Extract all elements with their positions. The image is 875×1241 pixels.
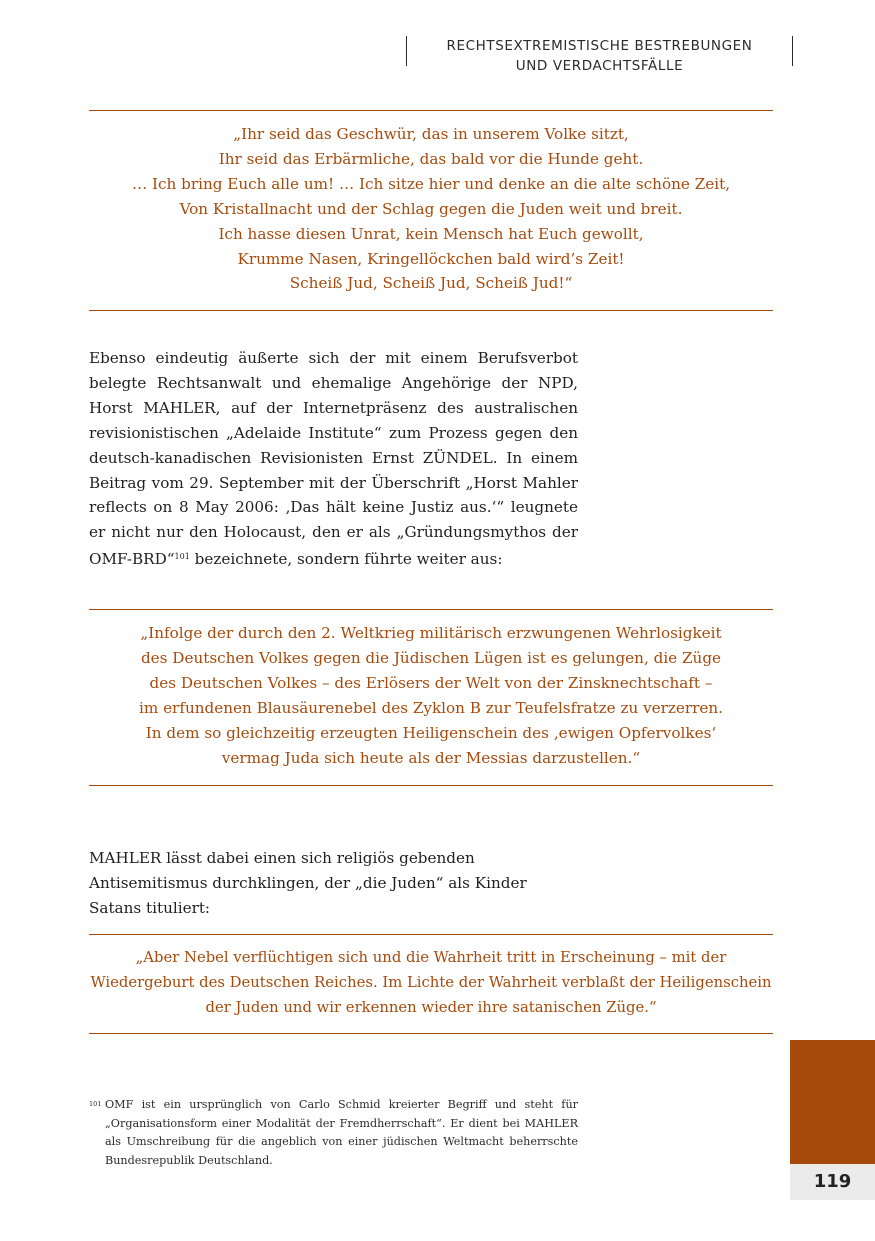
quote-line: Wiedergeburt des Deutschen Reiches. Im Lichte der Wahrheit verblaßt der Heiligenschein xyxy=(90,973,772,991)
quote-line: „Ihr seid das Geschwür, das in unserem Volke sitzt, xyxy=(233,125,629,143)
quote-line: Von Kristallnacht und der Schlag gegen die Juden weit und breit. xyxy=(179,199,683,218)
running-header xyxy=(406,36,793,74)
quote-line: im erfundenen Blausäurenebel des Zyklon B zur Teufelsfratze zu verzerren. xyxy=(138,698,724,717)
quote-line: vermag Juda sich heute als der Messias darzustellen.“ xyxy=(221,748,641,767)
paragraph-text-continued: bezeichnete, sondern führte weiter aus: xyxy=(189,550,503,569)
quote-line: der Juden und wir erkennen wieder ihre satanischen Züge.“ xyxy=(205,998,657,1016)
footnote xyxy=(89,1096,578,1170)
quote-line: Scheiß Jud, Scheiß Jud, Scheiß Jud!“ xyxy=(289,274,573,293)
quote-line: Krumme Nasen, Kringellöckchen bald wird’s Zeit! xyxy=(237,249,625,268)
quote-line: des Deutschen Volkes gegen die Jüdischen Lügen ist es gelungen, die Züge xyxy=(140,648,722,667)
paragraph-text: Ebenso eindeutig äußerte sich der mit einem Berufsverbot belegte Rechtsanwalt und ehemalige Angehörige der NPD, Horst MAHLER, auf der Internetpräsenz des australischen revisionistischen „Adelaide Institute“ zum Prozess gegen den deutsch-kanadischen Revisionisten Ernst ZÜNDEL. In einem Beitrag vom 29. September mit der Überschrift „Horst Mahler reflects on 8 May 2006: ‚Das hält keine Justiz aus.‘“ leugnete er nicht nur den Holocaust, den er als „Gründungsmythos der OMF-BRD“ xyxy=(89,349,578,569)
footnote-reference[interactable]: 101 xyxy=(174,552,190,562)
quote-line: „Infolge der durch den 2. Weltkrieg militärisch erzwungenen Wehrlosigkeit xyxy=(140,624,722,642)
body-paragraph-2 xyxy=(89,846,578,921)
paragraph-text: MAHLER lässt dabei einen sich religiös gebenden Antisemitismus durchklingen, der „die Juden“ als Kinder Satans tituliert: xyxy=(89,849,527,917)
chapter-tab xyxy=(790,1040,875,1164)
quote-line: … Ich bring Euch alle um! … Ich sitze hier und denke an die alte schöne Zeit, xyxy=(131,174,731,193)
quote-line: „Aber Nebel verflüchtigen sich und die Wahrheit tritt in Erscheinung – mit der xyxy=(135,949,727,966)
body-paragraph-1 xyxy=(89,346,578,572)
footnote-text: OMF ist ein ursprünglich von Carlo Schmid kreierter Begriff und steht für „Organisationsform einer Modalität der Fremdherrschaft“. Er dient bei MAHLER als Umschreibung für die angeblich von einer jüdischen Weltmacht beherrschte Bundesrepublik Deutschland. xyxy=(105,1098,578,1167)
footnote-number: 101 xyxy=(89,1100,102,1108)
quote-line: In dem so gleichzeitig erzeugten Heiligenschein des ‚ewigen Opfervolkes‘ xyxy=(145,723,717,742)
quote-block-2 xyxy=(89,609,773,786)
quote-block-3 xyxy=(89,934,773,1034)
quote-block-1 xyxy=(89,110,773,311)
header-line-2: UND VERDACHTSFÄLLE xyxy=(515,58,684,74)
quote-line: des Deutschen Volkes – des Erlösers der Welt von der Zinsknechtschaft – xyxy=(149,673,713,692)
quote-line: Ich hasse diesen Unrat, kein Mensch hat Euch gewollt, xyxy=(218,224,644,243)
page-number: 119 xyxy=(790,1164,875,1200)
header-line-1: RECHTSEXTREMISTISCHE BESTREBUNGEN xyxy=(446,38,753,54)
quote-line: Ihr seid das Erbärmliche, das bald vor die Hunde geht. xyxy=(218,149,644,168)
